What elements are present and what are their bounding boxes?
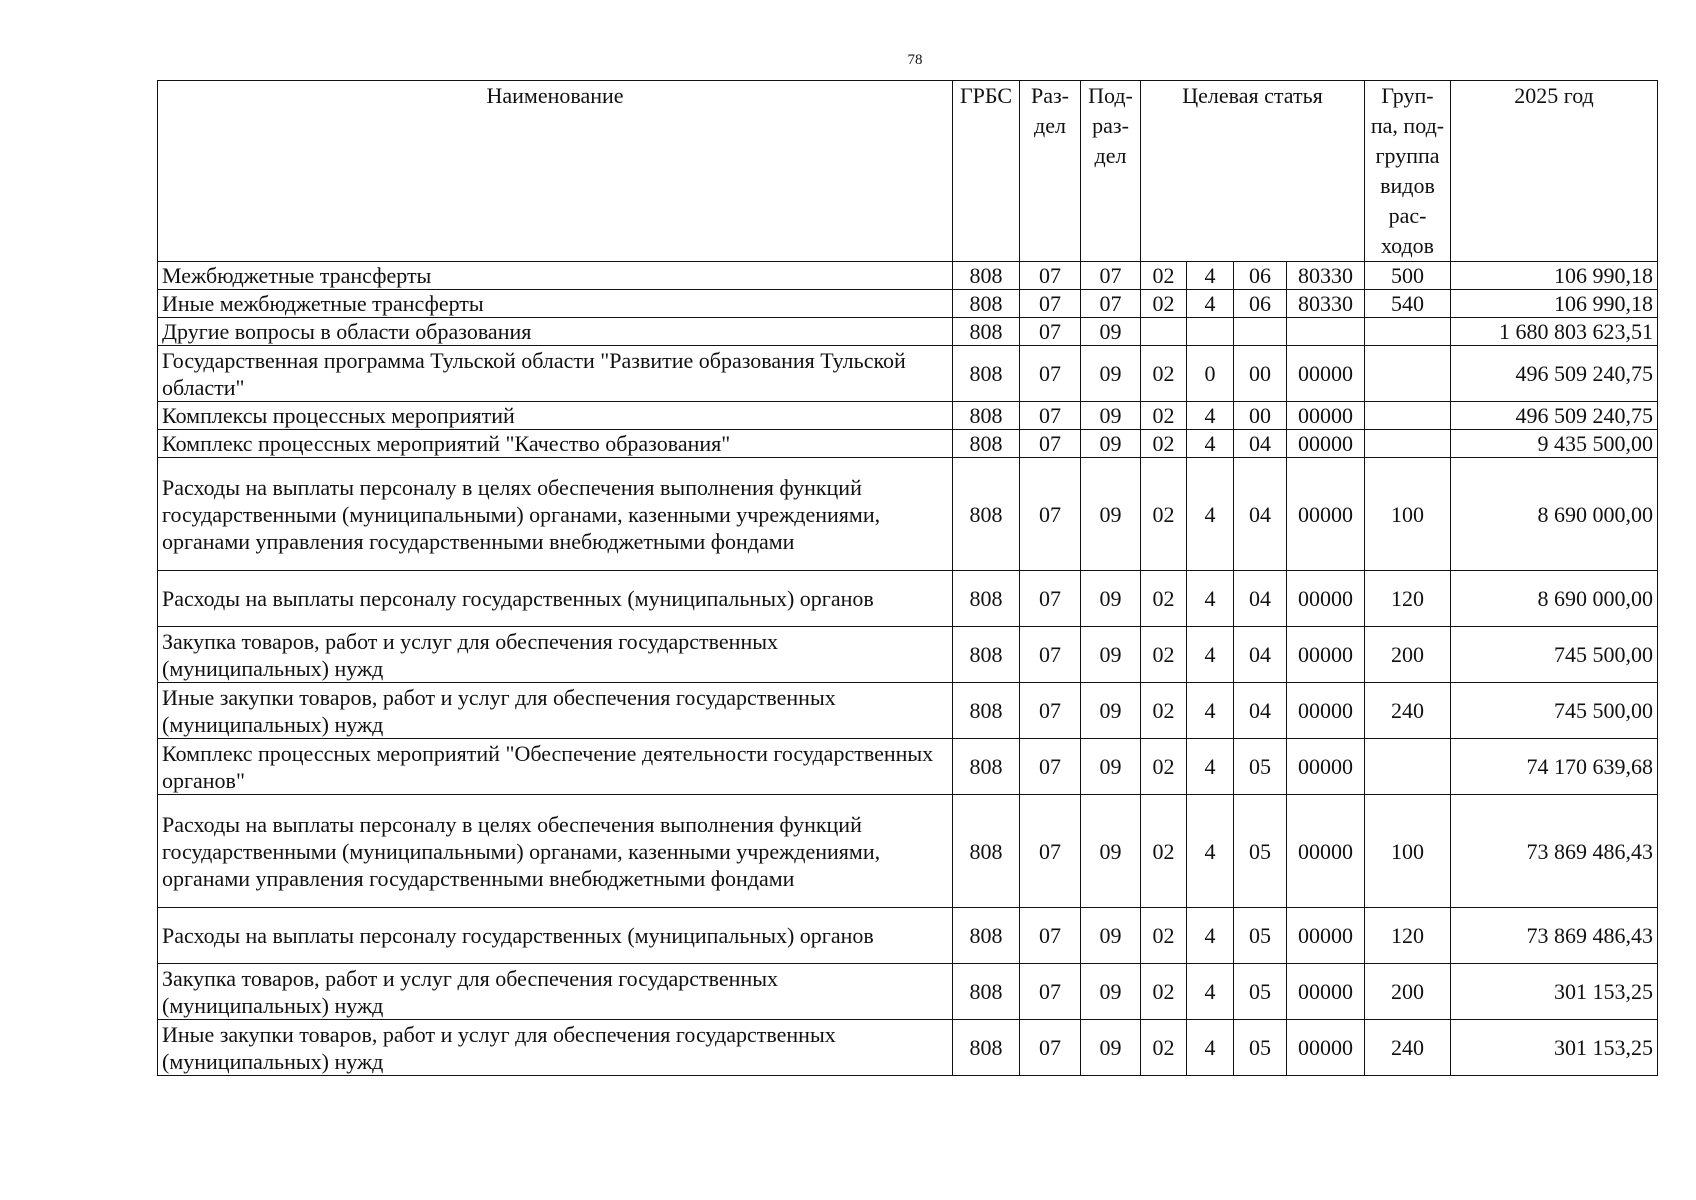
row-name-cell: Комплекс процессных мероприятий "Качество образования"	[158, 430, 953, 458]
row-amount-cell: 496 509 240,75	[1451, 402, 1658, 430]
row-target-subprogram-cell: 05	[1234, 795, 1287, 908]
row-target-subprogram-cell: 04	[1234, 458, 1287, 571]
header-razdel: Раз- дел	[1020, 81, 1081, 262]
row-amount-cell: 301 153,25	[1451, 964, 1658, 1020]
row-target-direction-cell	[1287, 318, 1365, 346]
row-target-type-cell: 4	[1187, 795, 1234, 908]
row-razdel-cell: 07	[1020, 346, 1081, 402]
row-expense-group-cell	[1365, 346, 1451, 402]
row-podrazdel-cell: 09	[1081, 683, 1141, 739]
row-amount-cell: 73 869 486,43	[1451, 908, 1658, 964]
row-target-subprogram-cell: 05	[1234, 739, 1287, 795]
row-grbs-cell: 808	[953, 627, 1020, 683]
row-expense-group-cell: 200	[1365, 964, 1451, 1020]
row-name-cell: Расходы на выплаты персоналу государственных (муниципальных) органов	[158, 908, 953, 964]
row-podrazdel-cell: 09	[1081, 627, 1141, 683]
row-podrazdel-cell: 09	[1081, 795, 1141, 908]
row-target-type-cell: 4	[1187, 430, 1234, 458]
table-row	[158, 318, 1658, 346]
row-amount-cell: 8 690 000,00	[1451, 571, 1658, 627]
table-body	[158, 262, 1658, 1076]
row-razdel-cell: 07	[1020, 402, 1081, 430]
row-target-program-cell: 02	[1141, 1020, 1187, 1076]
row-target-direction-cell: 00000	[1287, 402, 1365, 430]
row-target-type-cell: 4	[1187, 683, 1234, 739]
row-grbs-cell: 808	[953, 1020, 1020, 1076]
row-target-program-cell	[1141, 318, 1187, 346]
row-name-cell: Расходы на выплаты персоналу в целях обеспечения выполнения функций государственными (муниципальными) органами, казенными учреждениями, органами управления государственными внебюджетными фондами	[158, 795, 953, 908]
row-target-direction-cell: 00000	[1287, 458, 1365, 571]
row-amount-cell: 9 435 500,00	[1451, 430, 1658, 458]
row-razdel-cell: 07	[1020, 908, 1081, 964]
row-target-direction-cell: 00000	[1287, 908, 1365, 964]
row-grbs-cell: 808	[953, 346, 1020, 402]
header-year-2025: 2025 год	[1451, 81, 1658, 262]
row-amount-cell: 496 509 240,75	[1451, 346, 1658, 402]
row-name-cell: Иные закупки товаров, работ и услуг для обеспечения государственных (муниципальных) нужд	[158, 1020, 953, 1076]
row-grbs-cell: 808	[953, 402, 1020, 430]
row-target-type-cell: 4	[1187, 908, 1234, 964]
row-target-program-cell: 02	[1141, 795, 1187, 908]
row-grbs-cell: 808	[953, 430, 1020, 458]
row-target-direction-cell: 00000	[1287, 739, 1365, 795]
row-target-program-cell: 02	[1141, 262, 1187, 290]
row-razdel-cell: 07	[1020, 458, 1081, 571]
row-target-program-cell: 02	[1141, 430, 1187, 458]
row-expense-group-cell: 120	[1365, 571, 1451, 627]
row-target-type-cell: 4	[1187, 571, 1234, 627]
row-podrazdel-cell: 07	[1081, 290, 1141, 318]
row-expense-group-cell	[1365, 318, 1451, 346]
row-target-program-cell: 02	[1141, 458, 1187, 571]
row-grbs-cell: 808	[953, 290, 1020, 318]
row-podrazdel-cell: 09	[1081, 402, 1141, 430]
row-target-program-cell: 02	[1141, 683, 1187, 739]
row-amount-cell: 74 170 639,68	[1451, 739, 1658, 795]
row-amount-cell: 73 869 486,43	[1451, 795, 1658, 908]
row-razdel-cell: 07	[1020, 964, 1081, 1020]
row-amount-cell: 1 680 803 623,51	[1451, 318, 1658, 346]
row-target-direction-cell: 00000	[1287, 1020, 1365, 1076]
row-name-cell: Иные межбюджетные трансферты	[158, 290, 953, 318]
row-razdel-cell: 07	[1020, 290, 1081, 318]
row-target-type-cell: 4	[1187, 402, 1234, 430]
row-target-program-cell: 02	[1141, 627, 1187, 683]
row-name-cell: Расходы на выплаты персоналу в целях обеспечения выполнения функций государственными (муниципальными) органами, казенными учреждениями, органами управления государственными внебюджетными фондами	[158, 458, 953, 571]
row-target-direction-cell: 00000	[1287, 627, 1365, 683]
row-amount-cell: 301 153,25	[1451, 1020, 1658, 1076]
row-target-subprogram-cell: 05	[1234, 908, 1287, 964]
row-target-type-cell: 0	[1187, 346, 1234, 402]
row-target-direction-cell: 00000	[1287, 795, 1365, 908]
row-target-type-cell: 4	[1187, 290, 1234, 318]
row-target-program-cell: 02	[1141, 964, 1187, 1020]
row-target-subprogram-cell	[1234, 318, 1287, 346]
row-target-subprogram-cell: 05	[1234, 1020, 1287, 1076]
header-grbs: ГРБС	[953, 81, 1020, 262]
row-target-program-cell: 02	[1141, 739, 1187, 795]
row-target-subprogram-cell: 04	[1234, 571, 1287, 627]
row-grbs-cell: 808	[953, 458, 1020, 571]
row-expense-group-cell: 540	[1365, 290, 1451, 318]
table-row	[158, 739, 1658, 795]
row-target-type-cell: 4	[1187, 458, 1234, 571]
row-expense-group-cell: 100	[1365, 458, 1451, 571]
row-target-program-cell: 02	[1141, 571, 1187, 627]
row-podrazdel-cell: 09	[1081, 458, 1141, 571]
row-grbs-cell: 808	[953, 795, 1020, 908]
row-name-cell: Иные закупки товаров, работ и услуг для обеспечения государственных (муниципальных) нужд	[158, 683, 953, 739]
row-expense-group-cell	[1365, 402, 1451, 430]
row-razdel-cell: 07	[1020, 571, 1081, 627]
table-row	[158, 571, 1658, 627]
row-expense-group-cell	[1365, 739, 1451, 795]
row-target-direction-cell: 80330	[1287, 262, 1365, 290]
header-target-article: Целевая статья	[1141, 81, 1365, 262]
row-razdel-cell: 07	[1020, 1020, 1081, 1076]
table-row	[158, 346, 1658, 402]
row-target-program-cell: 02	[1141, 908, 1187, 964]
row-name-cell: Комплекс процессных мероприятий "Обеспечение деятельности государственных органов"	[158, 739, 953, 795]
row-amount-cell: 745 500,00	[1451, 627, 1658, 683]
table-row	[158, 795, 1658, 908]
row-target-subprogram-cell: 06	[1234, 290, 1287, 318]
row-podrazdel-cell: 09	[1081, 430, 1141, 458]
row-grbs-cell: 808	[953, 571, 1020, 627]
row-target-subprogram-cell: 04	[1234, 430, 1287, 458]
table-row	[158, 458, 1658, 571]
row-target-type-cell: 4	[1187, 1020, 1234, 1076]
row-target-subprogram-cell: 00	[1234, 402, 1287, 430]
table-row	[158, 908, 1658, 964]
row-target-direction-cell: 00000	[1287, 346, 1365, 402]
row-amount-cell: 106 990,18	[1451, 262, 1658, 290]
row-name-cell: Закупка товаров, работ и услуг для обеспечения государственных (муниципальных) нужд	[158, 627, 953, 683]
row-name-cell: Расходы на выплаты персоналу государственных (муниципальных) органов	[158, 571, 953, 627]
row-razdel-cell: 07	[1020, 430, 1081, 458]
row-expense-group-cell: 200	[1365, 627, 1451, 683]
row-name-cell: Закупка товаров, работ и услуг для обеспечения государственных (муниципальных) нужд	[158, 964, 953, 1020]
row-target-subprogram-cell: 04	[1234, 627, 1287, 683]
row-razdel-cell: 07	[1020, 683, 1081, 739]
table-header-row	[158, 81, 1658, 262]
row-expense-group-cell	[1365, 430, 1451, 458]
row-grbs-cell: 808	[953, 683, 1020, 739]
row-expense-group-cell: 100	[1365, 795, 1451, 908]
row-expense-group-cell: 120	[1365, 908, 1451, 964]
row-name-cell: Другие вопросы в области образования	[158, 318, 953, 346]
header-podrazdel: Под- раз- дел	[1081, 81, 1141, 262]
table-row	[158, 290, 1658, 318]
row-podrazdel-cell: 09	[1081, 964, 1141, 1020]
row-amount-cell: 106 990,18	[1451, 290, 1658, 318]
row-name-cell: Межбюджетные трансферты	[158, 262, 953, 290]
row-grbs-cell: 808	[953, 739, 1020, 795]
row-podrazdel-cell: 09	[1081, 346, 1141, 402]
row-grbs-cell: 808	[953, 908, 1020, 964]
row-podrazdel-cell: 09	[1081, 908, 1141, 964]
table-row	[158, 430, 1658, 458]
row-expense-group-cell: 500	[1365, 262, 1451, 290]
row-name-cell: Государственная программа Тульской области "Развитие образования Тульской области"	[158, 346, 953, 402]
row-razdel-cell: 07	[1020, 627, 1081, 683]
row-target-type-cell: 4	[1187, 739, 1234, 795]
row-podrazdel-cell: 09	[1081, 1020, 1141, 1076]
row-target-subprogram-cell: 05	[1234, 964, 1287, 1020]
row-target-program-cell: 02	[1141, 290, 1187, 318]
table-row	[158, 402, 1658, 430]
row-target-program-cell: 02	[1141, 402, 1187, 430]
row-razdel-cell: 07	[1020, 262, 1081, 290]
table-row	[158, 964, 1658, 1020]
row-grbs-cell: 808	[953, 318, 1020, 346]
row-razdel-cell: 07	[1020, 318, 1081, 346]
row-target-type-cell	[1187, 318, 1234, 346]
row-name-cell: Комплексы процессных мероприятий	[158, 402, 953, 430]
row-razdel-cell: 07	[1020, 795, 1081, 908]
row-target-direction-cell: 80330	[1287, 290, 1365, 318]
row-podrazdel-cell: 09	[1081, 739, 1141, 795]
row-target-type-cell: 4	[1187, 627, 1234, 683]
row-target-subprogram-cell: 06	[1234, 262, 1287, 290]
row-podrazdel-cell: 07	[1081, 262, 1141, 290]
table-row	[158, 1020, 1658, 1076]
row-amount-cell: 745 500,00	[1451, 683, 1658, 739]
row-target-direction-cell: 00000	[1287, 571, 1365, 627]
row-grbs-cell: 808	[953, 964, 1020, 1020]
page-number: 78	[907, 52, 923, 68]
table-row	[158, 683, 1658, 739]
row-razdel-cell: 07	[1020, 739, 1081, 795]
row-grbs-cell: 808	[953, 262, 1020, 290]
row-podrazdel-cell: 09	[1081, 571, 1141, 627]
table-row	[158, 262, 1658, 290]
table-row	[158, 627, 1658, 683]
row-target-direction-cell: 00000	[1287, 683, 1365, 739]
row-target-subprogram-cell: 00	[1234, 346, 1287, 402]
row-target-subprogram-cell: 04	[1234, 683, 1287, 739]
row-target-type-cell: 4	[1187, 964, 1234, 1020]
row-amount-cell: 8 690 000,00	[1451, 458, 1658, 571]
row-target-type-cell: 4	[1187, 262, 1234, 290]
row-target-direction-cell: 00000	[1287, 964, 1365, 1020]
header-name: Наименование	[158, 81, 953, 262]
budget-table	[157, 80, 1658, 1076]
header-expense-group: Груп- па, под- группа видов рас- ходов	[1365, 81, 1451, 262]
row-expense-group-cell: 240	[1365, 683, 1451, 739]
row-target-direction-cell: 00000	[1287, 430, 1365, 458]
row-podrazdel-cell: 09	[1081, 318, 1141, 346]
row-expense-group-cell: 240	[1365, 1020, 1451, 1076]
row-target-program-cell: 02	[1141, 346, 1187, 402]
